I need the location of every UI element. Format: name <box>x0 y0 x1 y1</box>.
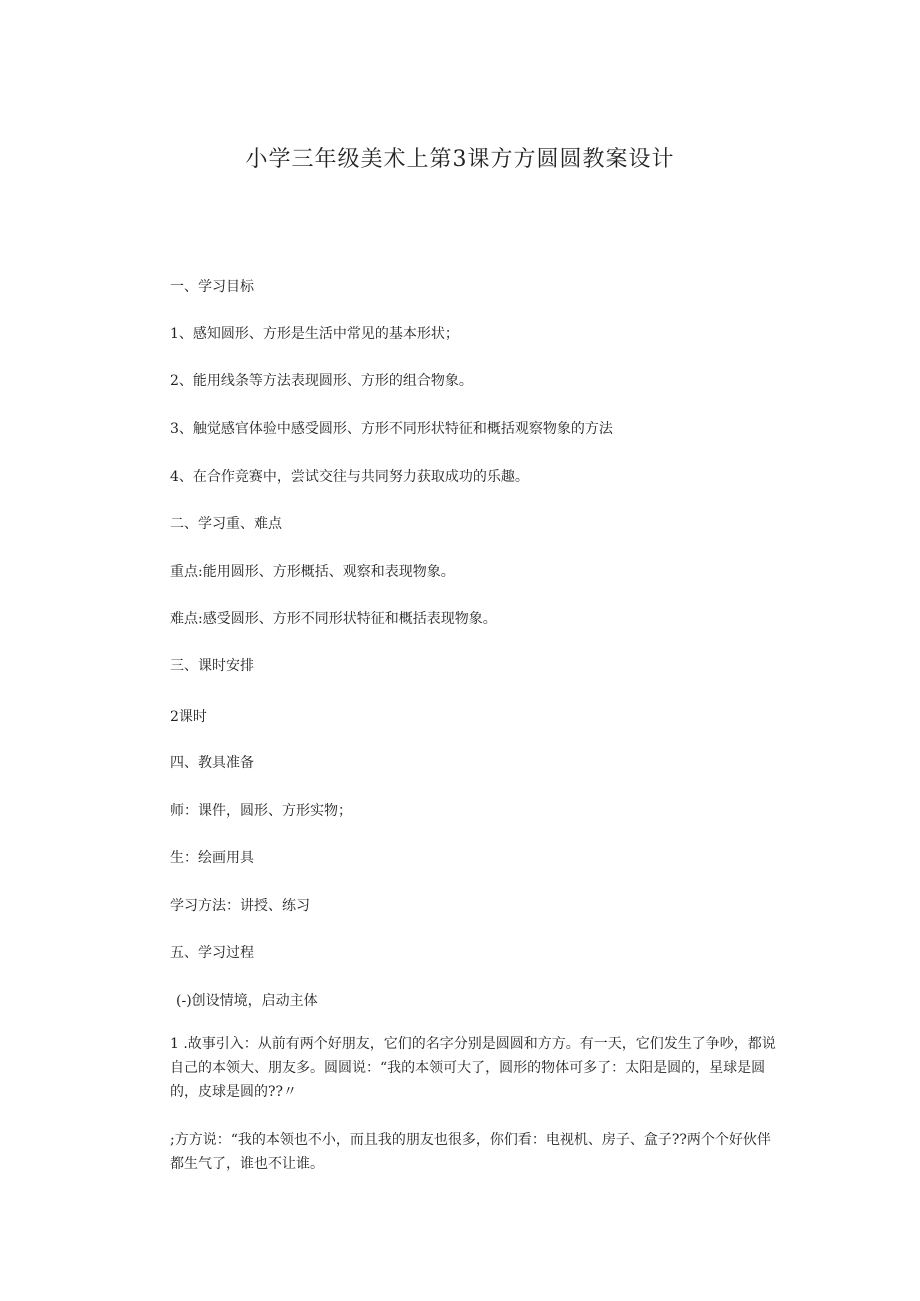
objective-item-4: 4、在合作竞赛中，尝试交往与共同努力获取成功的乐趣。 <box>170 469 529 485</box>
difficult-point: 难点:感受圆形、方形不同形状特征和概括表现物象。 <box>170 611 497 627</box>
story-paragraph-2-text: ;方方说：“我的本领也不小，而且我的朋友也很多，你们看：电视机、房子、盒子??两个个好伙伴都生气了，谁也不让谁。 <box>170 1132 771 1172</box>
subsection-heading: (-)创设情境，启动主体 <box>176 993 318 1009</box>
section-heading-objectives: 一、学习目标 <box>170 279 254 295</box>
student-materials: 生：绘画用具 <box>170 850 254 866</box>
section-heading-key-points: 二、学习重、难点 <box>170 516 282 532</box>
learning-methods: 学习方法：讲授、练习 <box>170 898 310 914</box>
story-paragraph-1 <box>138 1032 784 1104</box>
section-heading-schedule: 三、课时安排 <box>170 658 254 674</box>
key-point: 重点:能用圆形、方形概括、观察和表现物象。 <box>170 564 455 580</box>
section-heading-materials: 四、教具准备 <box>170 755 254 771</box>
story-paragraph-2 <box>138 1128 784 1176</box>
section-heading-process: 五、学习过程 <box>170 945 254 961</box>
objective-item-3: 3、触觉感官体验中感受圆形、方形不同形状特征和概括观察物象的方法 <box>170 421 613 437</box>
teacher-materials: 师：课件，圆形、方形实物； <box>170 803 352 819</box>
objective-item-2: 2、能用线条等方法表现圆形、方形的组合物象。 <box>170 373 473 389</box>
class-hours: 2课时 <box>170 709 207 725</box>
story-paragraph-1-text: 1 .故事引入：从前有两个好朋友，它们的名字分别是圆圆和方方。有一天，它们发生了争吵，都说自己的本领大、朋友多。圆圆说：“我的本领可大了，圆形的物体可多了：太阳是圆的，星球是圆的，皮球是圆的??〃 <box>170 1036 776 1100</box>
objective-item-1: 1、感知圆形、方形是生活中常见的基本形状； <box>170 326 459 342</box>
document-title: 小学三年级美术上第3课方方圆圆教案设计 <box>245 147 675 172</box>
